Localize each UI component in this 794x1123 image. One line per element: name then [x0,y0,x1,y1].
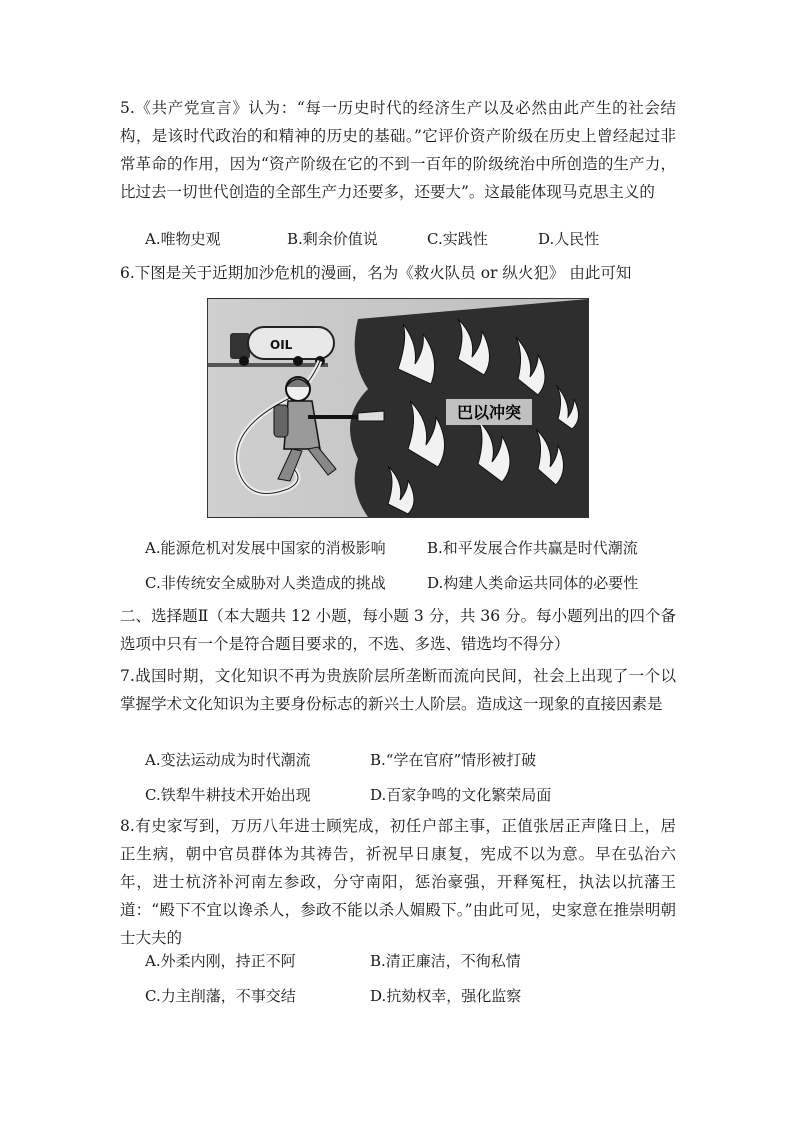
q6-stem: 6.下图是关于近期加沙危机的漫画，名为《救火队员 or 纵火犯》 由此可知 [120,264,632,282]
cartoon-illustration [208,299,588,517]
section2-heading: 二、选择题Ⅱ（本大题共 12 小题，每小题 3 分，共 36 分。每小题列出的四个备选项中只有一个是符合题目要求的，不选、多选、错选均不得分） [120,607,676,653]
q7-option-d: D.百家争鸣的文化繁荣局面 [370,786,552,804]
q6-option-d: D.构建人类命运共同体的必要性 [427,574,639,592]
q5-option-c: C.实践性 [427,230,488,248]
cartoon-image [207,298,589,518]
q8-option-a: A.外柔内刚，持正不阿 [145,952,296,970]
q5-option-a: A.唯物史观 [145,230,221,248]
q5-option-b: B.剩余价值说 [287,230,378,248]
q7-stem: 7.战国时期，文化知识不再为贵族阶层所垄断而流向民间，社会上出现了一个以掌握学术文化知识为主要身份标志的新兴士人阶层。造成这一现象的直接因素是 [120,667,676,713]
q5-option-d: D.人民性 [538,230,600,248]
q7-option-b: B.“学在官府”情形被打破 [370,751,537,769]
q6-option-c: C.非传统安全威胁对人类造成的挑战 [145,574,386,592]
tanker-label: OIL [270,338,293,352]
q8-option-b: B.清正廉洁，不徇私情 [370,952,521,970]
fire-label: 巴以冲突 [456,403,522,422]
q8-option-c: C.力主削藩，不事交结 [145,987,296,1005]
q7-option-a: A.变法运动成为时代潮流 [145,751,311,769]
q8-stem: 8.有史家写到，万历八年进士顾宪成，初任户部主事，正值张居正声隆日上，居正生病，朝中官员群体为其祷告，祈祝早日康复，宪成不以为意。早在弘治六年，进士杭济补河南左参政，分守南阳，惩治豪强，开释冤枉，执法以抗藩王道：“殿下不宜以谗杀人，参政不能以杀人媚殿下。”由此可见，史家意在推崇明朝士大夫的 [120,817,676,947]
q7-option-c: C.铁犁牛耕技术开始出现 [145,786,311,804]
q6-option-b: B.和平发展合作共赢是时代潮流 [427,539,638,557]
q5-stem: 5.《共产党宣言》认为：“每一历史时代的经济生产以及必然由此产生的社会结构，是该时代政治的和精神的历史的基础。”它评价资产阶级在历史上曾经起过非常革命的作用，因为“资产阶级在它的不到一百年的阶级统治中所创造的生产力，比过去一切世代创造的全部生产力还要多，还要大”。这最能体现马克思主义的 [120,99,676,201]
q8-option-d: D.抗劾权幸，强化监察 [370,987,522,1005]
q6-option-a: A.能源危机对发展中国家的消极影响 [145,539,386,557]
